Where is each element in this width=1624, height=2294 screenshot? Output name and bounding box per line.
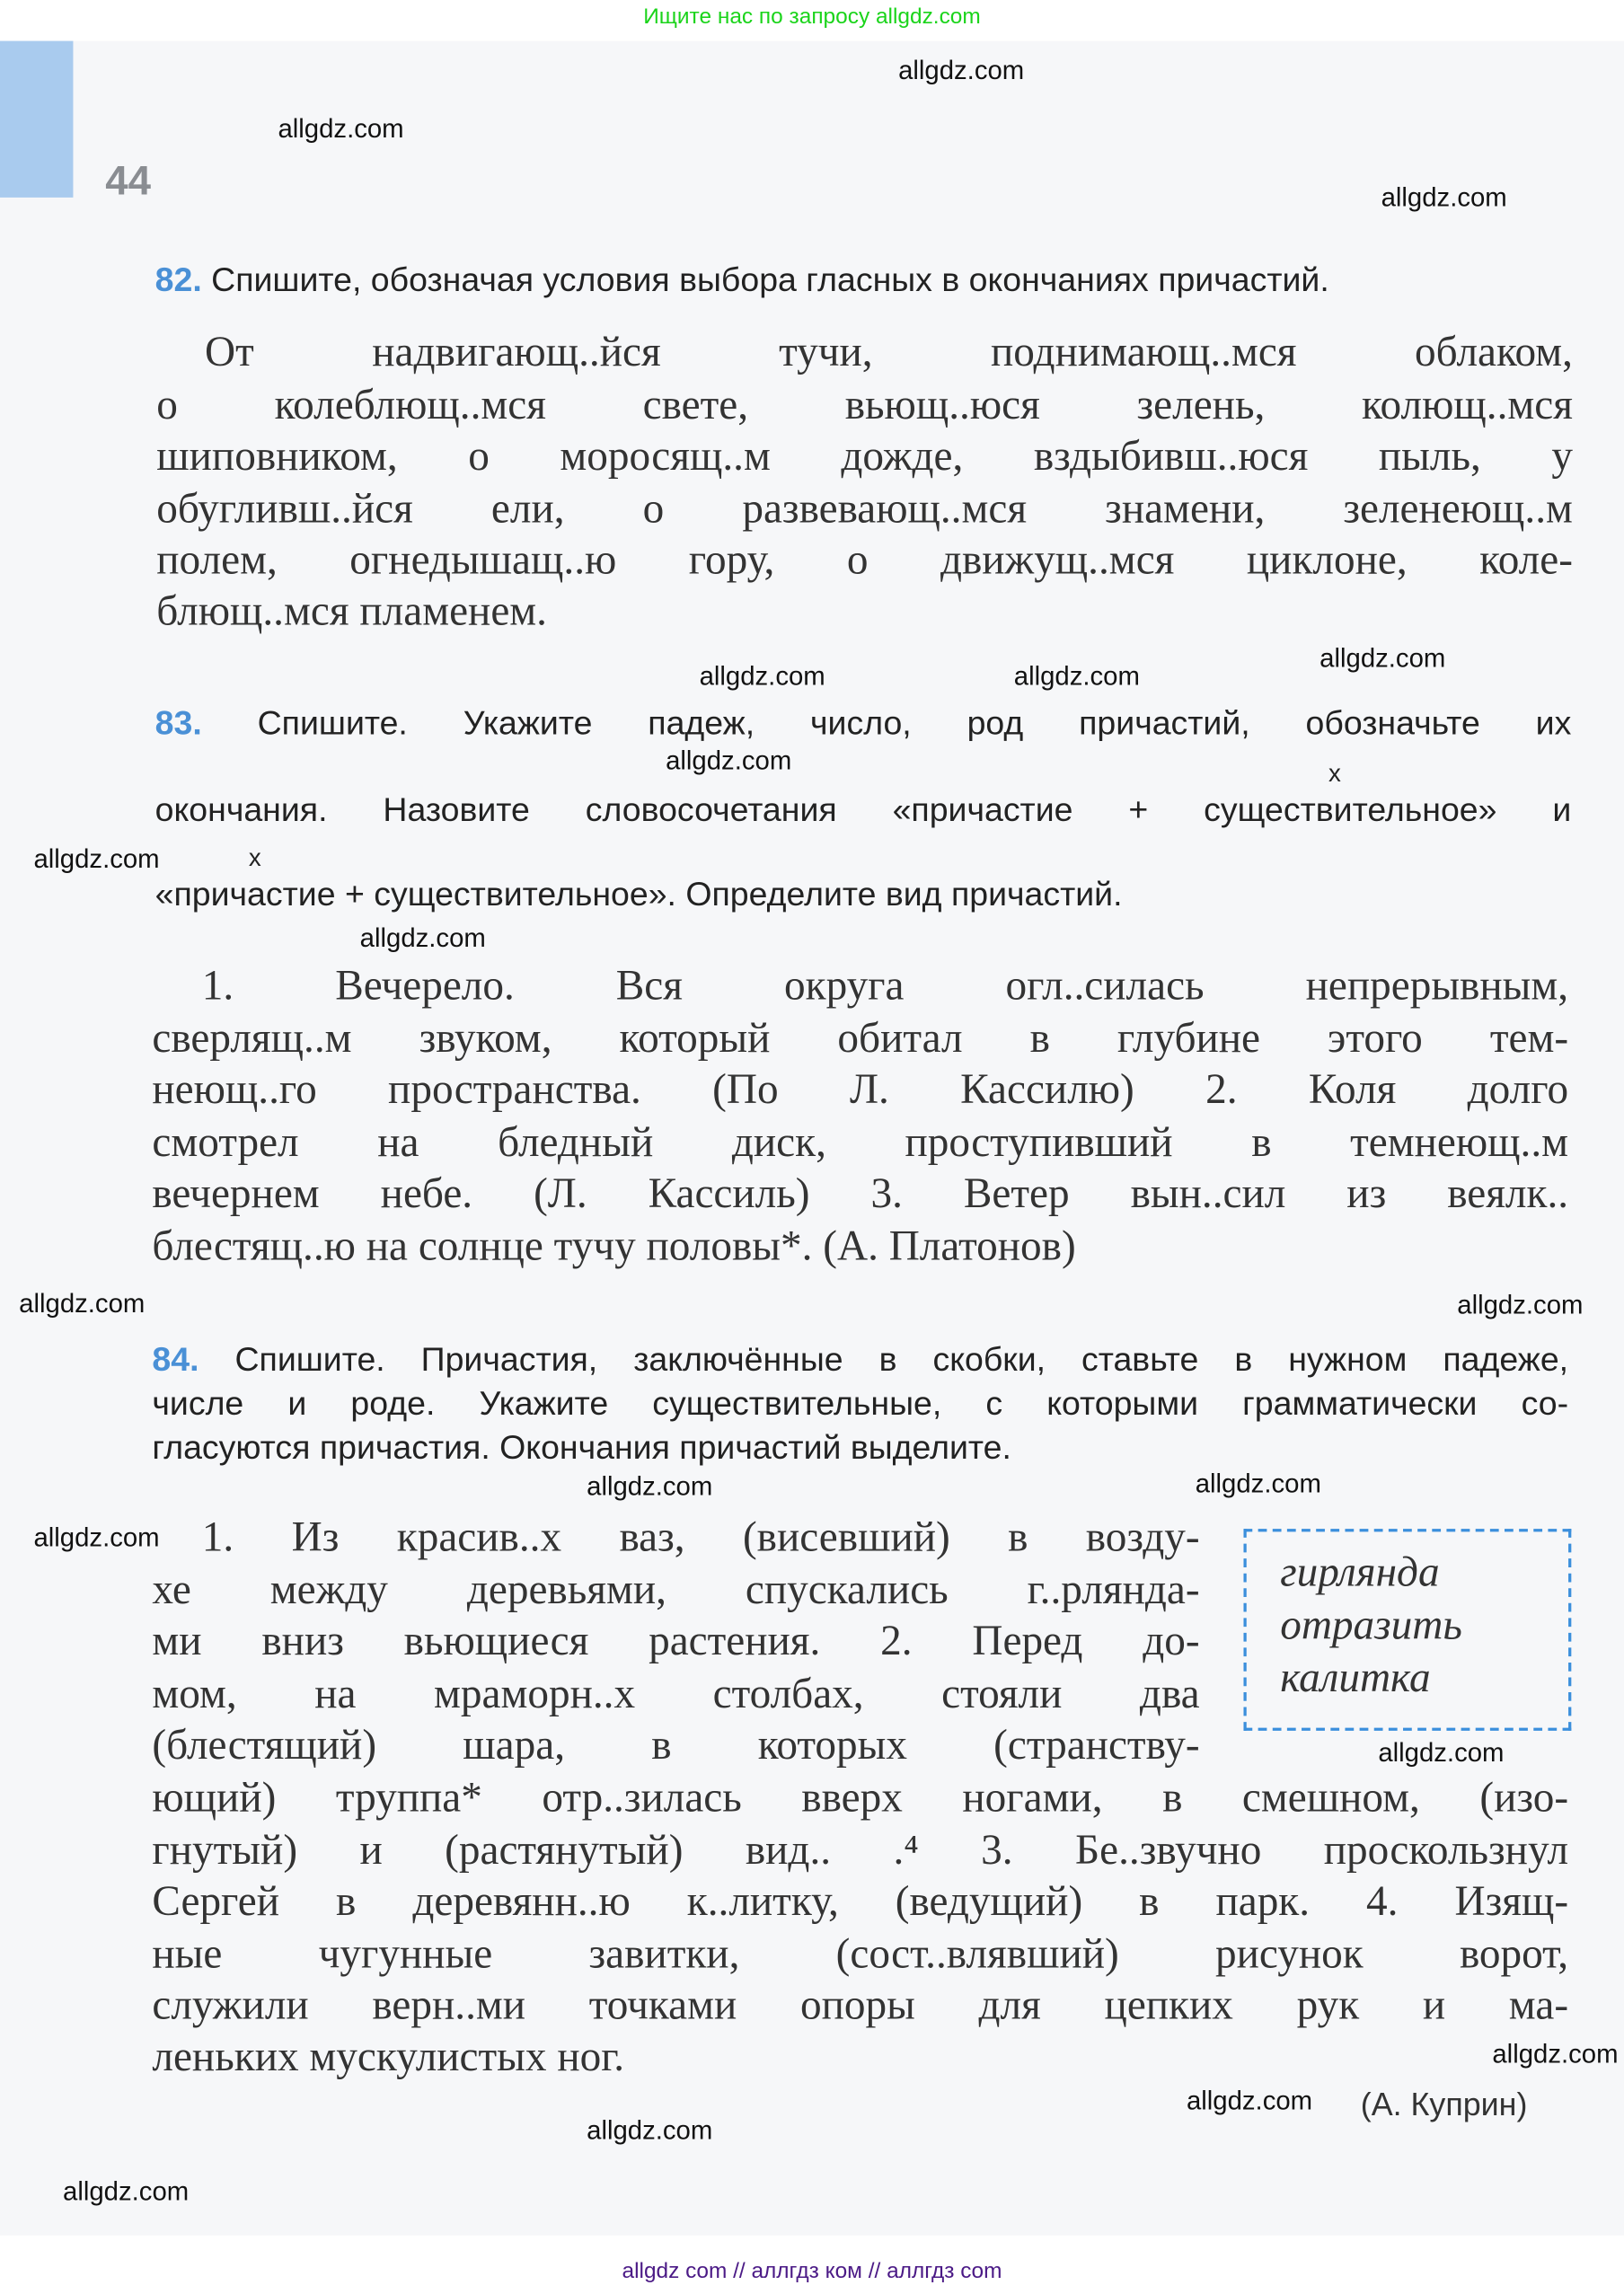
watermark: allgdz.com	[1320, 643, 1446, 674]
vocab-word: отразить	[1280, 1601, 1462, 1649]
text-line: блющ..мся пламенем.	[156, 587, 547, 635]
exercise-84-task-line: гласуются причастия. Окончания причастий выделите.	[152, 1427, 1011, 1467]
text-line: вечернем небе. (Л. Кассиль) 3. Ветер вын..сил из веялк..	[152, 1170, 1569, 1218]
vocab-word: калитка	[1280, 1654, 1431, 1702]
watermark: allgdz.com	[666, 746, 792, 776]
corner-decoration	[0, 41, 73, 198]
watermark: allgdz.com	[278, 114, 404, 144]
exercise-83-task-line	[155, 703, 1572, 741]
text-line: мом, на мраморн..х столбах, стояли два	[152, 1671, 1200, 1718]
exercise-number: 83.	[154, 703, 202, 742]
task-text: Спишите. Причастия, заключённые в скобки, ставьте в нужном падеже,	[234, 1339, 1569, 1379]
watermark: allgdz.com	[1492, 2039, 1619, 2069]
watermark: allgdz.com	[33, 1522, 160, 1553]
watermark: allgdz.com	[1195, 1469, 1321, 1498]
exercise-number: 82.	[154, 260, 202, 299]
text-line: полем, огнедышащ..ю гору, о движущ..мся циклоне, коле-	[156, 536, 1573, 584]
text-line: о колеблющ..мся свете, вьющ..юся зелень, колющ..мся	[156, 382, 1573, 429]
text-line: Сергей в деревянн..ю к..литку, (ведущий) в парк. 4. Изящ-	[152, 1878, 1569, 1926]
exercise-82-task	[155, 260, 1329, 298]
watermark: allgdz.com	[898, 55, 1025, 85]
watermark: allgdz.com	[699, 661, 825, 691]
watermark: allgdz.com	[1457, 1290, 1584, 1320]
text-line: ные чугунные завитки, (сост..влявший) рисунок ворот,	[152, 1931, 1569, 1979]
text-line: хе между деревьями, спускались г..рлянда-	[152, 1566, 1200, 1614]
watermark: allgdz.com	[587, 2115, 713, 2145]
watermark: allgdz.com	[1013, 661, 1140, 691]
text-line: обугливш..йся ели, о развевающ..мся знамени, зеленеющ..м	[156, 485, 1573, 533]
task-text: Спишите. Укажите падеж, число, род причастий, обозначьте их	[257, 703, 1572, 742]
text-line: шиповником, о моросящ..м дожде, вздыбивш..юся пыль, у	[156, 433, 1573, 481]
watermark: allgdz.com	[587, 1471, 713, 1502]
text-line: служили верн..ми точками опоры для цепких рук и ма-	[152, 1982, 1569, 2030]
exercise-number: 84.	[152, 1339, 199, 1379]
watermark: allgdz.com	[1186, 2086, 1313, 2116]
text-line: леньких мускулистых ног.	[152, 2034, 625, 2081]
text-line: ющий) труппа* отр..зилась вверх ногами, в смешном, (изо-	[152, 1774, 1569, 1822]
text-line: сверлящ..м звуком, который обитал в глубине этого тем-	[152, 1015, 1569, 1063]
vocab-word: гирлянда	[1280, 1548, 1440, 1597]
text-line: От надвигающ..йся тучи, поднимающ..мся облаком,	[205, 329, 1573, 376]
exercise-83-task-line: «причастие + существительное». Определите вид причастий.	[154, 875, 1123, 913]
text-line: смотрел на бледный диск, проступивший в темнеющ..м	[152, 1119, 1569, 1167]
author-attribution: (А. Куприн)	[1360, 2086, 1528, 2123]
text-line: (блестящий) шара, в которых (странству-	[152, 1722, 1200, 1769]
exercise-84-task-line: числе и роде. Укажите существительные, с которыми грамматически со-	[152, 1383, 1569, 1423]
watermark: allgdz.com	[359, 922, 486, 953]
text-line: неющ..го пространства. (По Л. Кассилю) 2. Коля долго	[152, 1066, 1569, 1114]
watermark: allgdz.com	[63, 2176, 190, 2207]
watermark: allgdz.com	[19, 1288, 146, 1319]
watermark: allgdz.com	[33, 843, 160, 874]
page-number: 44	[105, 157, 152, 204]
exercise-83-task-line: окончания. Назовите словосочетания «причастие + существительное» и	[154, 790, 1572, 828]
mark: х	[1328, 759, 1341, 788]
header-banner[interactable]: Ищите нас по запросу allgdz.com	[643, 4, 981, 30]
exercise-84-task-line	[152, 1340, 1568, 1378]
watermark: allgdz.com	[1378, 1738, 1505, 1768]
footer-banner[interactable]: allgdz com // аллгдз ком // аллгдз com	[622, 2258, 1002, 2284]
text-line: гнутый) и (растянутый) вид.. .⁴ 3. Бе..звучно проскользнул	[152, 1827, 1569, 1875]
task-text: Спишите, обозначая условия выбора гласных в окончаниях причастий.	[211, 260, 1329, 299]
text-line: 1. Вечерело. Вся округа огл..силась непрерывным,	[201, 962, 1569, 1010]
text-line: блестящ..ю на солнце тучу половы*. (А. Платонов)	[152, 1222, 1076, 1270]
text-line: 1. Из красив..х ваз, (висевший) в возду-	[201, 1513, 1200, 1561]
mark: х	[248, 843, 261, 872]
text-line: ми вниз вьющиеся растения. 2. Перед до-	[152, 1618, 1200, 1665]
watermark: allgdz.com	[1381, 182, 1507, 213]
